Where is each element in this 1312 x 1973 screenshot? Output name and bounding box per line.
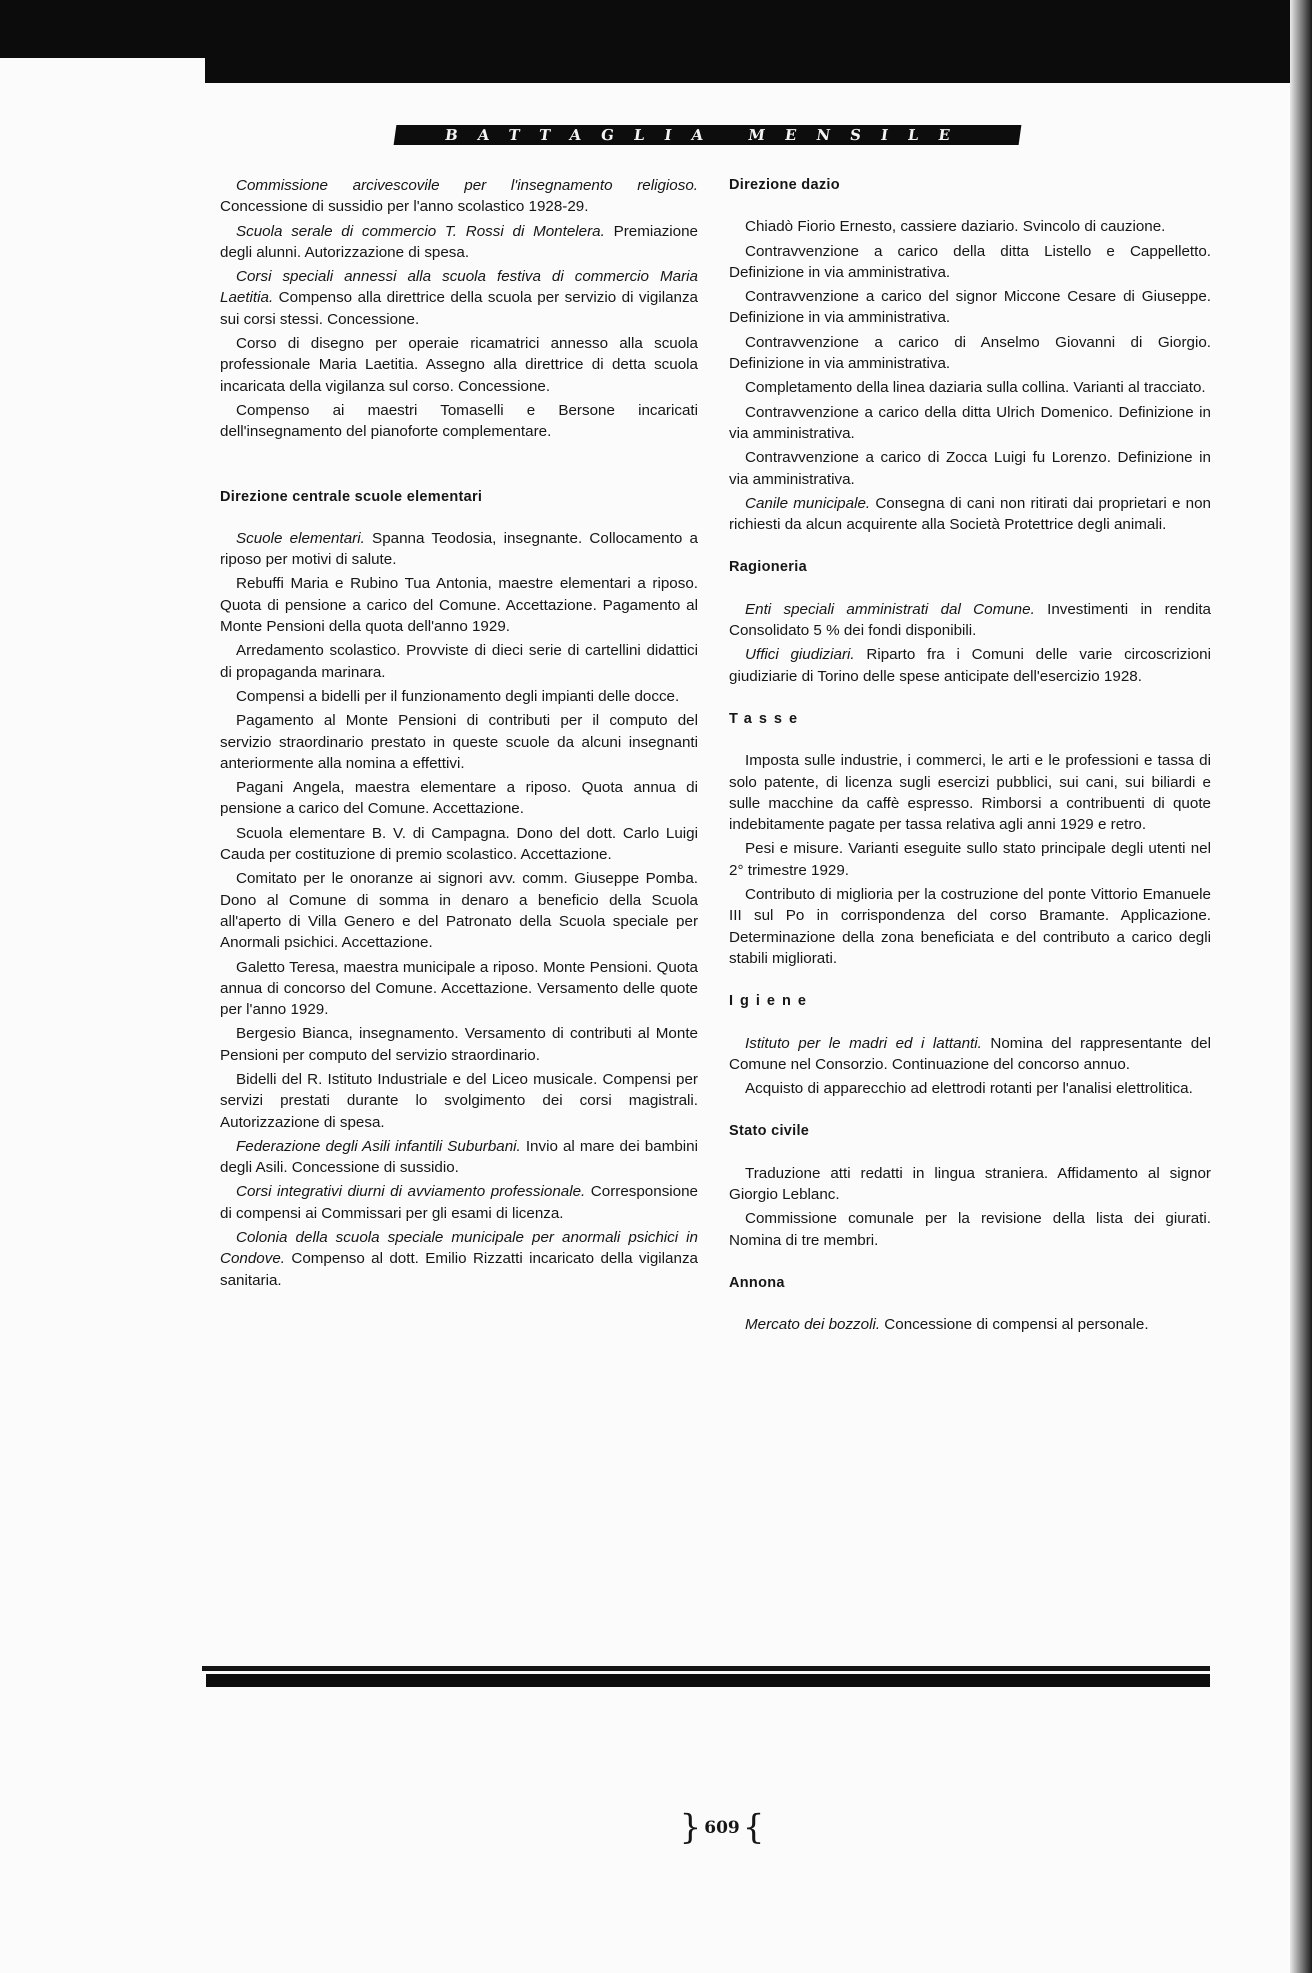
paragraph: Traduzione atti redatti in lingua straniera. Affidamento al signor Giorgio Leblanc. (729, 1164, 1211, 1203)
italic-lead: Canile municipale. (745, 494, 871, 512)
paragraph: Corsi speciali annessi alla scuola festiva di commercio Maria Laetitia. Compenso alla direttrice della scuola per servizio di vigilanza sui corsi stessi. Concessione. (220, 268, 698, 328)
section-heading-dazio: Direzione dazio (729, 177, 840, 193)
page-number: 609 (704, 1817, 740, 1838)
italic-lead: Uffici giudiziari. (745, 646, 855, 664)
paragraph: Mercato dei bozzoli. Concessione di compensi al personale. (745, 1316, 1149, 1334)
paragraph: Commissione arcivescovile per l'insegnamento religioso. Concessione di sussidio per l'anno scolastico 1928-29. (220, 177, 698, 216)
paragraph: Canile municipale. Consegna di cani non ritirati dai proprietari e non richiesti da alcun acquirente alla Società Protettrice degli animali. (729, 494, 1211, 534)
running-title: BATTAGLIA MENSILE (394, 125, 1022, 145)
paragraph: Corso di disegno per operaie ricamatrici annesso alla scuola professionale Maria Laetitia. Assegno alla direttrice di detta scuola incaricata della vigilanza sul corso. Concessione. (220, 335, 698, 395)
paragraph: Pagamento al Monte Pensioni di contributi per il computo del servizio straordinario prestato in queste scuole da alcuni insegnanti anteriormente alla nomina a effettivi. (220, 712, 698, 772)
folio-bracket-right: { (742, 1807, 765, 1848)
italic-lead: Scuola serale di commercio T. Rossi di Montelera. (236, 222, 605, 240)
paragraph: Contravvenzione a carico di Zocca Luigi fu Lorenzo. Definizione in via amministrativa. (729, 449, 1211, 488)
paragraph: Istituto per le madri ed i lattanti. Nomina del rappresentante del Comune nel Consorzio. Continuazione del concorso annuo. (729, 1034, 1211, 1073)
section-heading-tasse: Tasse (729, 710, 805, 727)
paragraph: Completamento della linea daziaria sulla collina. Varianti al tracciato. (745, 379, 1206, 397)
section-heading-direzione-centrale: Direzione centrale scuole elementari (220, 488, 483, 505)
paragraph: Corsi integrativi diurni di avviamento professionale. Corresponsione di compensi ai Commissari per gli esami di licenza. (220, 1183, 699, 1222)
italic-lead: Scuole elementari. (236, 529, 365, 547)
folio-bracket-left: } (679, 1807, 702, 1848)
italic-lead: Federazione degli Asili infantili Suburbani. (236, 1137, 521, 1155)
section-heading-igiene: Igiene (729, 993, 813, 1010)
footer-rule-thick (206, 1674, 1210, 1687)
paragraph: Galetto Teresa, maestra municipale a riposo. Monte Pensioni. Quota annua di concorso del Comune. Accettazione. Versamento delle quote per l'anno 1929. (220, 958, 698, 1019)
paragraph: Pesi e misure. Varianti eseguite sullo stato principale degli utenti nel 2° trimestre 1929. (729, 840, 1211, 879)
paragraph: Federazione degli Asili infantili Suburbani. Invio al mare dei bambini degli Asili. Concessione di sussidio. (220, 1137, 698, 1177)
paragraph: Contributo di miglioria per la costruzione del ponte Vittorio Emanuele III sul Po in corrispondenza del corso Bramante. Applicazione. Determinazione della zona beneficiata e del contributo a carico degli stabili migliorati. (729, 886, 1211, 967)
paragraph: Acquisto di apparecchio ad elettrodi rotanti per l'analisi elettrolitica. (745, 1080, 1193, 1098)
italic-lead: Mercato dei bozzoli. (745, 1316, 881, 1334)
paragraph: Scuola elementare B. V. di Campagna. Dono del dott. Carlo Luigi Cauda per costituzione di premio scolastico. Accettazione. (220, 824, 698, 864)
paragraph: Colonia della scuola speciale municipale per anormali psichici in Condove. Compenso al dott. Emilio Rizzatti incaricato della vigilanza sanitaria. (220, 1229, 698, 1289)
paragraph: Scuole elementari. Spanna Teodosia, insegnante. Collocamento a riposo per motivi di salute. (220, 529, 698, 569)
paragraph: Bidelli del R. Istituto Industriale e del Liceo musicale. Compensi per servizi prestati durante lo svolgimento dei corsi magistrali. Autorizzazione di spesa. (220, 1070, 698, 1131)
page-edge-shadow (1290, 0, 1312, 1973)
right-column (729, 175, 1211, 1338)
italic-lead: Istituto per le madri ed i lattanti. (745, 1034, 982, 1052)
section-heading-annona: Annona (729, 1274, 785, 1291)
section-heading-ragioneria: Ragioneria (729, 559, 807, 576)
italic-lead: Colonia della scuola speciale municipale per anormali psichici in Condove. (220, 1229, 698, 1268)
left-column (220, 175, 698, 1294)
paragraph: Pagani Angela, maestra elementare a riposo. Quota annua di pensione a carico del Comune. Accettazione. (220, 779, 698, 818)
paragraph: Compensi a bidelli per il funzionamento degli impianti delle docce. (236, 687, 680, 705)
paragraph: Enti speciali amministrati dal Comune. Investimenti in rendita Consolidato 5 % dei fondi disponibili. (729, 600, 1212, 640)
italic-lead: Commissione arcivescovile per l'insegnamento religioso. (236, 177, 698, 194)
paragraph: Contravvenzione a carico del signor Miccone Cesare di Giuseppe. Definizione in via amministrativa. (729, 288, 1211, 327)
paragraph: Uffici giudiziari. Riparto fra i Comuni delle varie circoscrizioni giudiziarie di Torino delle spese anticipate dell'esercizio 1928. (729, 646, 1211, 685)
italic-lead: Corsi integrativi diurni di avviamento professionale. (236, 1183, 586, 1201)
paragraph: Chiadò Fiorio Ernesto, cassiere daziario. Svincolo di cauzione. (745, 218, 1166, 236)
paragraph: Contravvenzione a carico della ditta Ulrich Domenico. Definizione in via amministrativa. (729, 403, 1211, 442)
paragraph: Scuola serale di commercio T. Rossi di Montelera. Premiazione degli alunni. Autorizzazione di spesa. (220, 222, 698, 261)
section-heading-stato-civile: Stato civile (729, 1123, 810, 1140)
paragraph: Comitato per le onoranze ai signori avv. comm. Giuseppe Pomba. Dono al Comune di somma in denaro a beneficio della Scuola all'aperto di Villa Genero e del Patronato della Scuola speciale per Anormali psichici. Accettazione. (220, 870, 698, 952)
italic-lead: Enti speciali amministrati dal Comune. (745, 600, 1035, 618)
top-black-band-step (205, 58, 1312, 83)
paragraph: Bergesio Bianca, insegnamento. Versamento di contributi al Monte Pensioni per computo del servizio straordinario. (220, 1025, 698, 1064)
paragraph: Arredamento scolastico. Provviste di dieci serie di cartellini didattici di propaganda marinara. (220, 642, 698, 681)
top-black-band (0, 0, 1312, 58)
paragraph: Contravvenzione a carico di Anselmo Giovanni di Giorgio. Definizione in via amministrativa. (729, 333, 1211, 373)
page-number-folio (672, 1809, 772, 1846)
paragraph: Compenso ai maestri Tomaselli e Bersone incaricati dell'insegnamento del pianoforte complementare. (220, 401, 698, 441)
paragraph: Imposta sulle industrie, i commerci, le arti e le professioni e tassa di solo patente, di licenza sugli esercizi pubblici, sui cani, sui biliardi e sulle macchine da caffè espresso. Rimborsi a contribuenti di quote indebitamente pagate per tassa relativa agli anni 1929 e retro. (729, 752, 1211, 834)
paragraph: Commissione comunale per la revisione della lista dei giurati. Nomina di tre membri. (729, 1210, 1211, 1249)
italic-lead: Corsi speciali annessi alla scuola festiva di commercio Maria Laetitia. (220, 268, 698, 307)
paragraph: Rebuffi Maria e Rubino Tua Antonia, maestre elementari a riposo. Quota di pensione a carico del Comune. Accettazione. Pagamento al Monte Pensioni della quota dell'anno 1929. (220, 575, 698, 636)
footer-rule-thin (202, 1666, 1210, 1671)
paragraph: Contravvenzione a carico della ditta Listello e Cappelletto. Definizione in via amministrativa. (729, 242, 1211, 281)
